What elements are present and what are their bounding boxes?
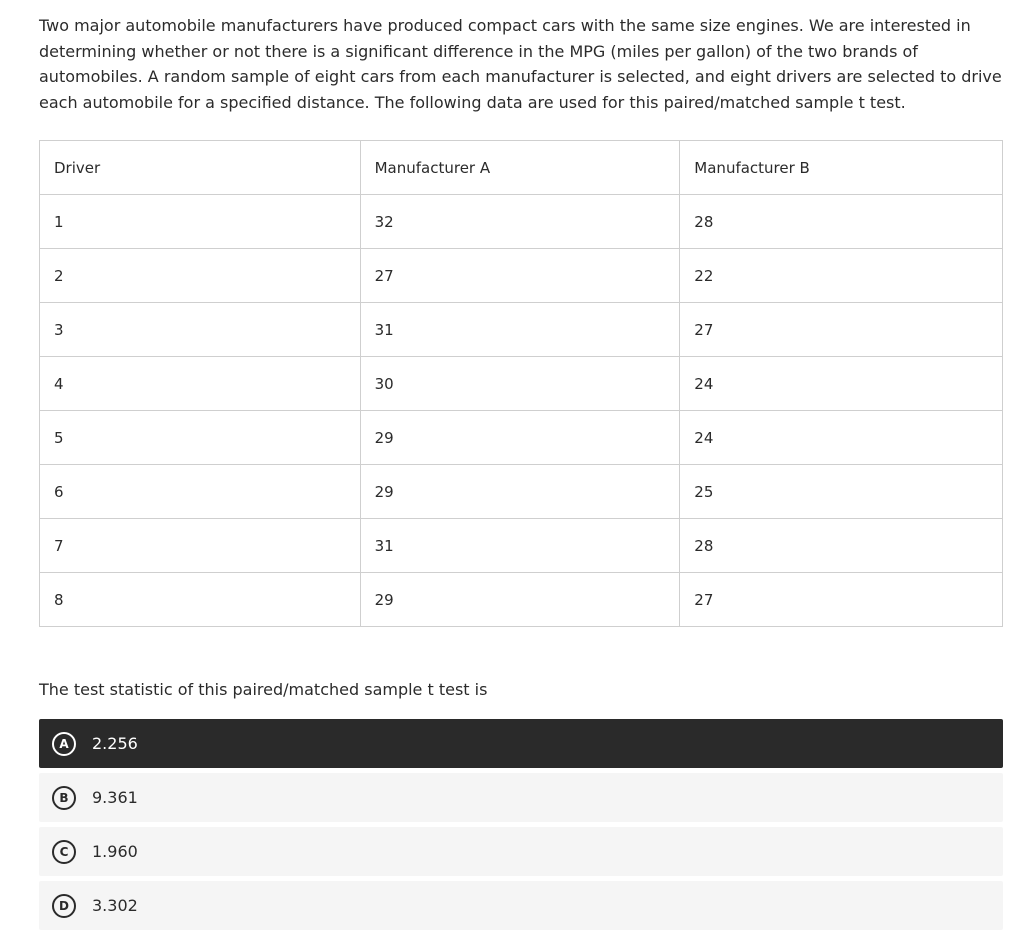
option-letter-badge: B xyxy=(52,786,76,810)
option-letter-badge: D xyxy=(52,894,76,918)
option-value: 2.256 xyxy=(92,734,138,753)
table-row xyxy=(40,573,1003,627)
table-row xyxy=(40,519,1003,573)
driver-cell: 4 xyxy=(40,357,361,411)
table-row xyxy=(40,303,1003,357)
table-header-row xyxy=(40,141,1003,195)
table-row xyxy=(40,249,1003,303)
manufacturer-a-cell: 32 xyxy=(360,195,680,249)
manufacturer-a-cell: 29 xyxy=(360,465,680,519)
table-row xyxy=(40,195,1003,249)
option-b[interactable] xyxy=(39,773,1003,822)
manufacturer-a-cell: 30 xyxy=(360,357,680,411)
option-letter-badge: C xyxy=(52,840,76,864)
manufacturer-a-cell: 29 xyxy=(360,573,680,627)
driver-cell: 6 xyxy=(40,465,361,519)
manufacturer-b-cell: 27 xyxy=(680,303,1003,357)
option-value: 9.361 xyxy=(92,788,138,807)
manufacturer-b-cell: 25 xyxy=(680,465,1003,519)
manufacturer-b-cell: 24 xyxy=(680,411,1003,465)
option-value: 3.302 xyxy=(92,896,138,915)
driver-cell: 3 xyxy=(40,303,361,357)
question-text: Two major automobile manufacturers have produced compact cars with the same size engines. We are interested in determining whether or not there is a significant difference in the MPG (miles per gallon) of the two brands of automobiles. A random sample of eight cars from each manufacturer is selected, and eight drivers are selected to drive each automobile for a specified distance. The following data are used for this paired/matched sample t test. xyxy=(39,16,1002,112)
option-d[interactable] xyxy=(39,881,1003,930)
driver-cell: 8 xyxy=(40,573,361,627)
option-a[interactable] xyxy=(39,719,1003,768)
manufacturer-b-cell: 28 xyxy=(680,195,1003,249)
manufacturer-b-cell: 22 xyxy=(680,249,1003,303)
answer-options xyxy=(39,719,1003,935)
manufacturer-b-cell: 28 xyxy=(680,519,1003,573)
column-header-manufacturer-a: Manufacturer A xyxy=(360,141,680,195)
column-header-manufacturer-b: Manufacturer B xyxy=(680,141,1003,195)
driver-cell: 2 xyxy=(40,249,361,303)
table-row xyxy=(40,411,1003,465)
manufacturer-a-cell: 29 xyxy=(360,411,680,465)
driver-cell: 5 xyxy=(40,411,361,465)
driver-cell: 1 xyxy=(40,195,361,249)
manufacturer-b-cell: 24 xyxy=(680,357,1003,411)
question-prompt: The test statistic of this paired/matched sample t test is xyxy=(39,680,488,699)
option-c[interactable] xyxy=(39,827,1003,876)
option-value: 1.960 xyxy=(92,842,138,861)
option-letter-badge: A xyxy=(52,732,76,756)
manufacturer-b-cell: 27 xyxy=(680,573,1003,627)
driver-cell: 7 xyxy=(40,519,361,573)
table-row xyxy=(40,357,1003,411)
table-row xyxy=(40,465,1003,519)
manufacturer-a-cell: 31 xyxy=(360,303,680,357)
manufacturer-a-cell: 31 xyxy=(360,519,680,573)
data-table xyxy=(39,140,1003,627)
manufacturer-a-cell: 27 xyxy=(360,249,680,303)
column-header-driver: Driver xyxy=(40,141,361,195)
